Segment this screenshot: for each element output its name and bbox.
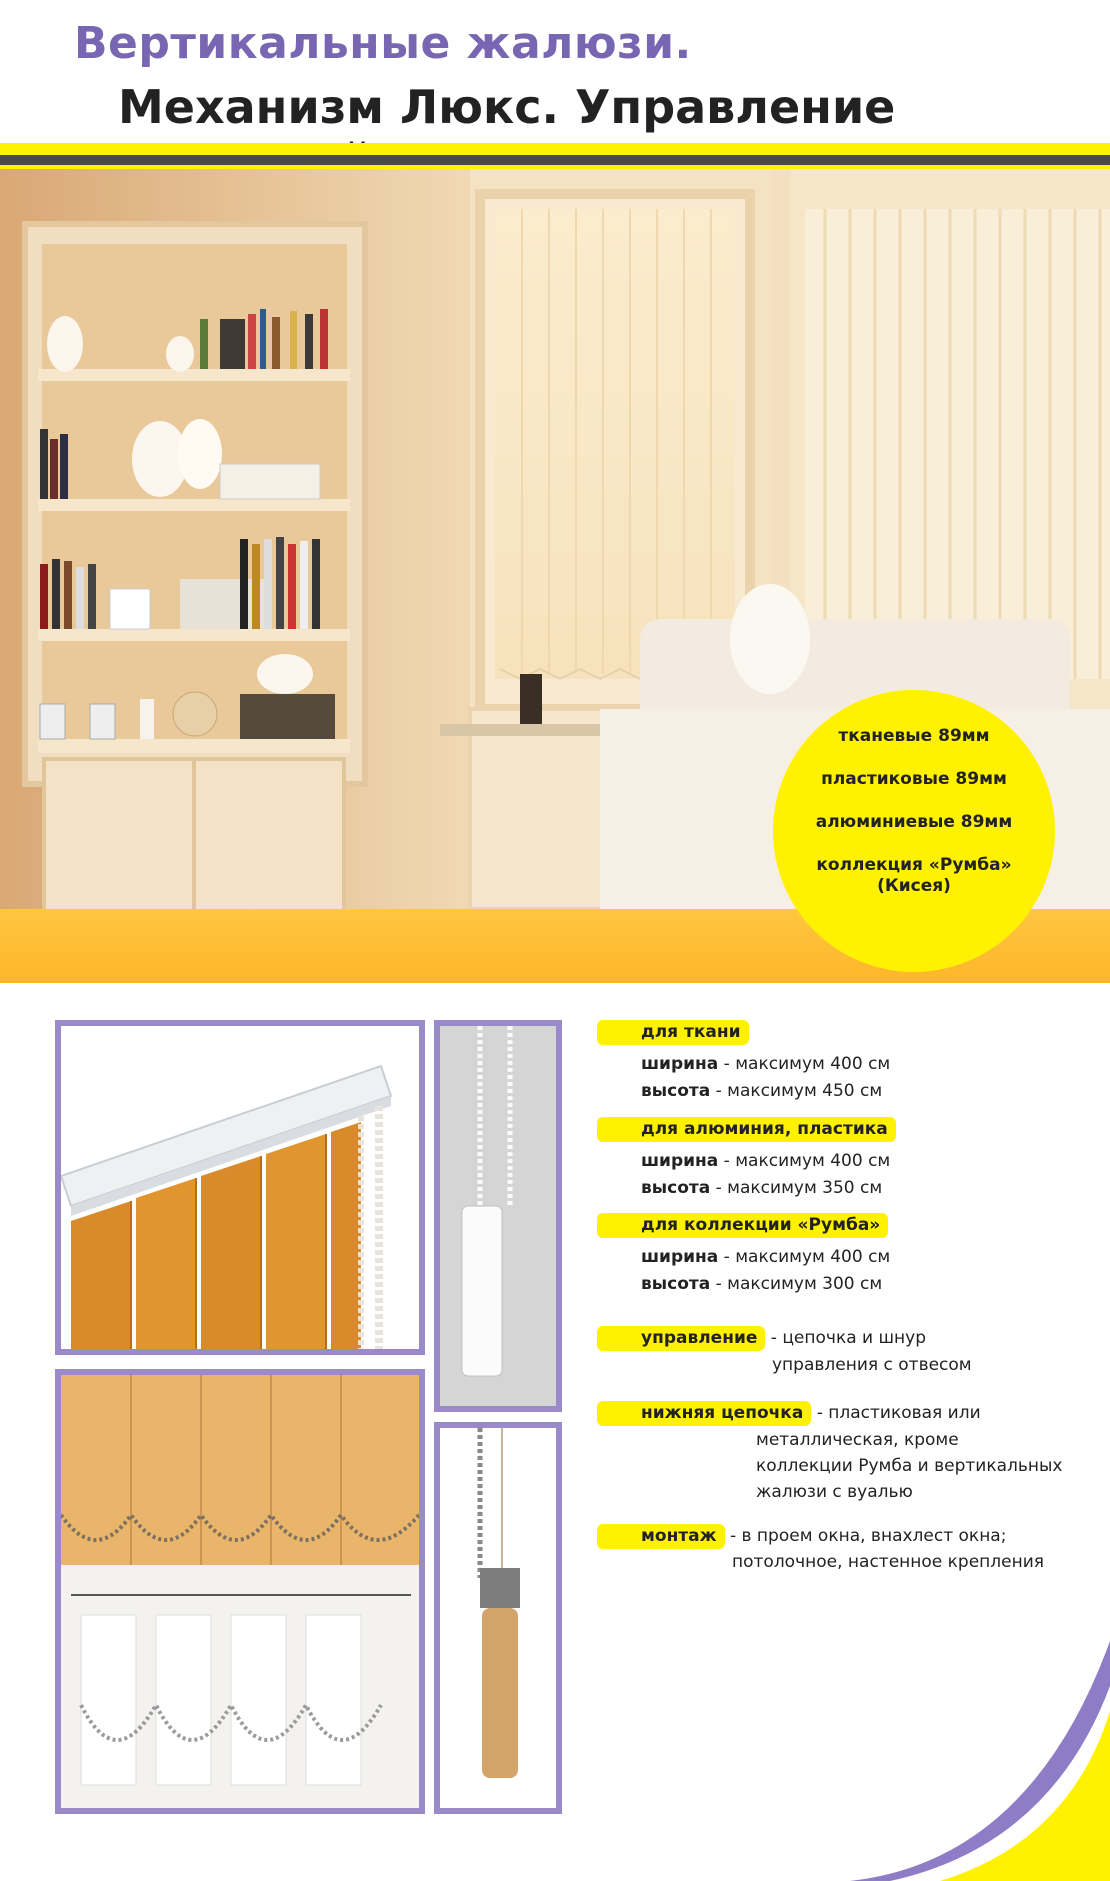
tag-mount: монтаж — [597, 1524, 725, 1549]
divider-stripe-dark — [0, 155, 1110, 165]
spec-mount — [597, 1524, 1006, 1549]
value: - максимум 300 см — [710, 1274, 883, 1294]
value: - максимум 400 см — [718, 1151, 891, 1171]
value: - максимум 400 см — [718, 1054, 891, 1074]
chain-text-2: металлическая, кроме — [756, 1430, 959, 1450]
badge-item-plastic: пластиковые 89мм — [821, 769, 1007, 789]
control-text-1: - цепочка и шнур — [765, 1328, 927, 1348]
mount-text-2: потолочное, настенное крепления — [732, 1552, 1044, 1572]
tag-control: управление — [597, 1326, 765, 1351]
control-text-2: управления с отвесом — [772, 1355, 972, 1375]
bottom-chain-illustration — [61, 1375, 419, 1808]
materials-badge — [773, 690, 1055, 972]
badge-item-rumba: коллекция «Румба» — [816, 855, 1012, 875]
chain-text-4: жалюзи с вуалью — [756, 1482, 913, 1502]
spec-fabric-width — [641, 1054, 890, 1074]
photo-bottom-chain — [55, 1369, 425, 1814]
spec-rumba-width — [641, 1247, 890, 1267]
divider-stripe — [0, 143, 1110, 155]
label: высота — [641, 1178, 711, 1198]
label: высота — [641, 1274, 711, 1294]
tag-fabric: для ткани — [597, 1020, 749, 1045]
spec-rumba-height — [641, 1274, 882, 1294]
label: ширина — [641, 1054, 719, 1074]
spec-fabric-height — [641, 1081, 882, 1101]
label: ширина — [641, 1247, 719, 1267]
photo-chain-weight — [434, 1422, 562, 1814]
spec-fabric-tag — [597, 1020, 749, 1045]
chain-weight-illustration — [440, 1428, 556, 1808]
spec-control — [597, 1326, 926, 1351]
corner-swoosh — [850, 1641, 1110, 1881]
control-weight-illustration — [440, 1026, 556, 1406]
page-subtitle: Механизм Люкс. Управление — [118, 80, 896, 134]
badge-item-aluminium: алюминиевые 89мм — [815, 812, 1013, 832]
cornice-illustration — [61, 1026, 419, 1349]
tag-chain: нижняя цепочка — [597, 1401, 811, 1426]
value: - максимум 400 см — [718, 1247, 891, 1267]
tag-aluminium: для алюминия, пластика — [597, 1117, 896, 1142]
spec-aluminium-height — [641, 1178, 882, 1198]
badge-item-kiseya: (Кисея) — [877, 876, 951, 896]
chain-text-1: - пластиковая или — [811, 1403, 981, 1423]
spec-aluminium-tag — [597, 1117, 896, 1142]
spec-rumba-tag — [597, 1213, 888, 1238]
spec-chain — [597, 1401, 981, 1426]
tag-rumba: для коллекции «Румба» — [597, 1213, 888, 1238]
chain-text-3: коллекции Румба и вертикальных — [756, 1456, 1063, 1476]
photo-cornice — [55, 1020, 425, 1355]
value: - максимум 350 см — [710, 1178, 883, 1198]
spec-aluminium-width — [641, 1151, 890, 1171]
page-title: Вертикальные жалюзи. — [74, 18, 692, 69]
photo-control-weight — [434, 1020, 562, 1412]
mount-text-1: - в проем окна, внахлест окна; — [724, 1526, 1007, 1546]
label: ширина — [641, 1151, 719, 1171]
value: - максимум 450 см — [710, 1081, 883, 1101]
badge-item-fabric: тканевые 89мм — [838, 726, 990, 746]
label: высота — [641, 1081, 711, 1101]
